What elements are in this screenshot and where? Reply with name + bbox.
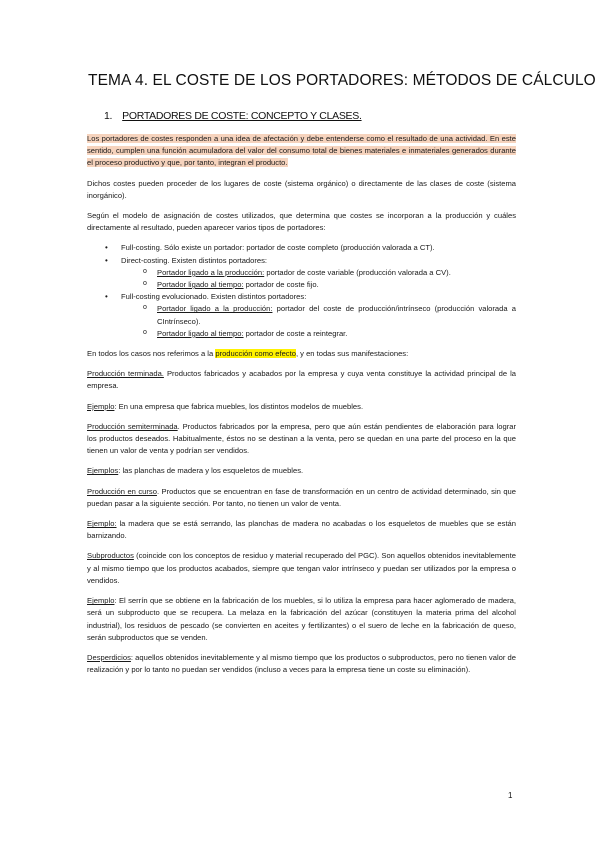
direct-costing-sublist: [121, 267, 516, 291]
sublist-item: o Portador ligado a la producción: portador del coste de producción/intrínseco (producción valorada a CIntrínseco).: [121, 303, 516, 327]
example-paragraph: Ejemplos: las planchas de madera y los esqueletos de muebles.: [87, 466, 304, 476]
example-paragraph: Ejemplo: la madera que se está serrando, las planchas de madera no acabadas o los esqueletos de muebles que se están barnizando.: [87, 519, 516, 541]
produccion-semiterminada-paragraph: Producción semiterminada. Productos fabricados por la empresa, pero que aún están pendientes de elaboración para lograr los productos deseados. Habitualmente, éstos no se destinan a la venta, pero se quedan en una parte del proceso en la que tienen un valor de venta y podrían ser vendidos.: [87, 421, 516, 456]
portadores-list: [87, 242, 516, 340]
example-paragraph: Ejemplo: El serrín que se obtiene en la fabricación de los muebles, si lo utiliza la empresa para hacer aglomerado de madera, será un subproducto que se recupera. La melaza en la fabricación del azúcar (constituyen la materia prima del alcohol industrial), los residuos de pescado (se convierten en aceites y fertilizantes) o el suero de leche en la fabricación de queso, serán subproductos que se venden.: [87, 596, 516, 642]
desperdicios-paragraph: Desperdicios: aquellos obtenidos inevitablemente y al mismo tiempo que los productos o subproductos, pero no tienen valor de realización y por lo tanto no puedan ser vendidos (incluso a veces para la empresa tiene un coste su eliminación).: [87, 652, 516, 675]
list-item-full-costing: • Full-costing. Sólo existe un portador: portador de coste completo (producción valorada a CT).: [87, 242, 516, 254]
page-number: 1: [508, 791, 513, 800]
sublist-item: o Portador ligado al tiempo: portador de coste a reintegrar.: [121, 328, 516, 340]
list-item-direct-costing: • Direct-costing. Existen distintos portadores: o Portador ligado a la producción: portador de coste variable (producción valorada a CV). o Portador ligado al tiempo: portador de coste fijo.: [87, 255, 516, 292]
sublist-item: o Portador ligado al tiempo: portador de coste fijo.: [121, 279, 516, 291]
highlighted-text: Los portadores de costes responden a una idea de afectación y debe entenderse como el resultado de una actividad. En este sentido, cumplen una función acumuladora del valor del consumo total de bienes materiales e inmateriales generados durante el proceso productivo y que, por tanto, integran el producto.: [87, 134, 516, 168]
produccion-terminada-paragraph: Producción terminada. Productos fabricados y acabados por la empresa y cuya venta constituye la actividad principal de la empresa.: [87, 369, 516, 391]
modelo-paragraph: Según el modelo de asignación de costes utilizados, que determina que costes se incorporan a la producción y cuáles directamente al resultado, pueden aparecer varios tipos de portadores:: [87, 211, 516, 233]
casos-paragraph: En todos los casos nos referimos a la producción como efecto, y en todas sus manifestaciones:: [87, 349, 409, 359]
produccion-en-curso-paragraph: Producción en curso. Productos que se encuentran en fase de transformación en un centro de actividad determinado, sin que puedan pasar a la siguiente sección. Por tanto, no tienen un valor de venta.: [87, 486, 516, 508]
sublist-item: o Portador ligado a la producción: portador de coste variable (producción valorada a CV).: [121, 267, 516, 279]
costes-paragraph: Dichos costes pueden proceder de los lugares de coste (sistema orgánico) o directamente de las clases de coste (sistema inorgánico).: [87, 178, 516, 200]
document-title: TEMA 4. EL COSTE DE LOS PORTADORES: MÉTODOS DE CÁLCULO: [88, 72, 596, 89]
section-title: PORTADORES DE COSTE: CONCEPTO Y CLASES.: [122, 110, 362, 122]
subproductos-paragraph: Subproductos (coincide con los conceptos de residuo y material recuperado del PGC). Son aquellos obtenidos inevitablemente y al mismo tiempo que los productos acabados, siempre que tengan valor intrínseco y puedan ser utilizados por la empresa o vendidos.: [87, 551, 516, 585]
list-item-full-costing-evolucionado: • Full-costing evolucionado. Existen distintos portadores: o Portador ligado a la producción: portador del coste de producción/intrínseco (producción valorada a CIntrínseco). o Portador ligado al tiempo: portador de coste a reintegrar.: [87, 291, 516, 340]
document-body: [87, 133, 516, 684]
section-heading: [104, 110, 362, 122]
evolucionado-sublist: [121, 303, 516, 340]
example-paragraph: Ejemplo: En una empresa que fabrica muebles, los distintos modelos de muebles.: [87, 401, 364, 411]
intro-paragraph: [87, 133, 516, 170]
highlighted-text: producción como efecto: [215, 349, 296, 359]
section-number: 1.: [104, 110, 113, 122]
